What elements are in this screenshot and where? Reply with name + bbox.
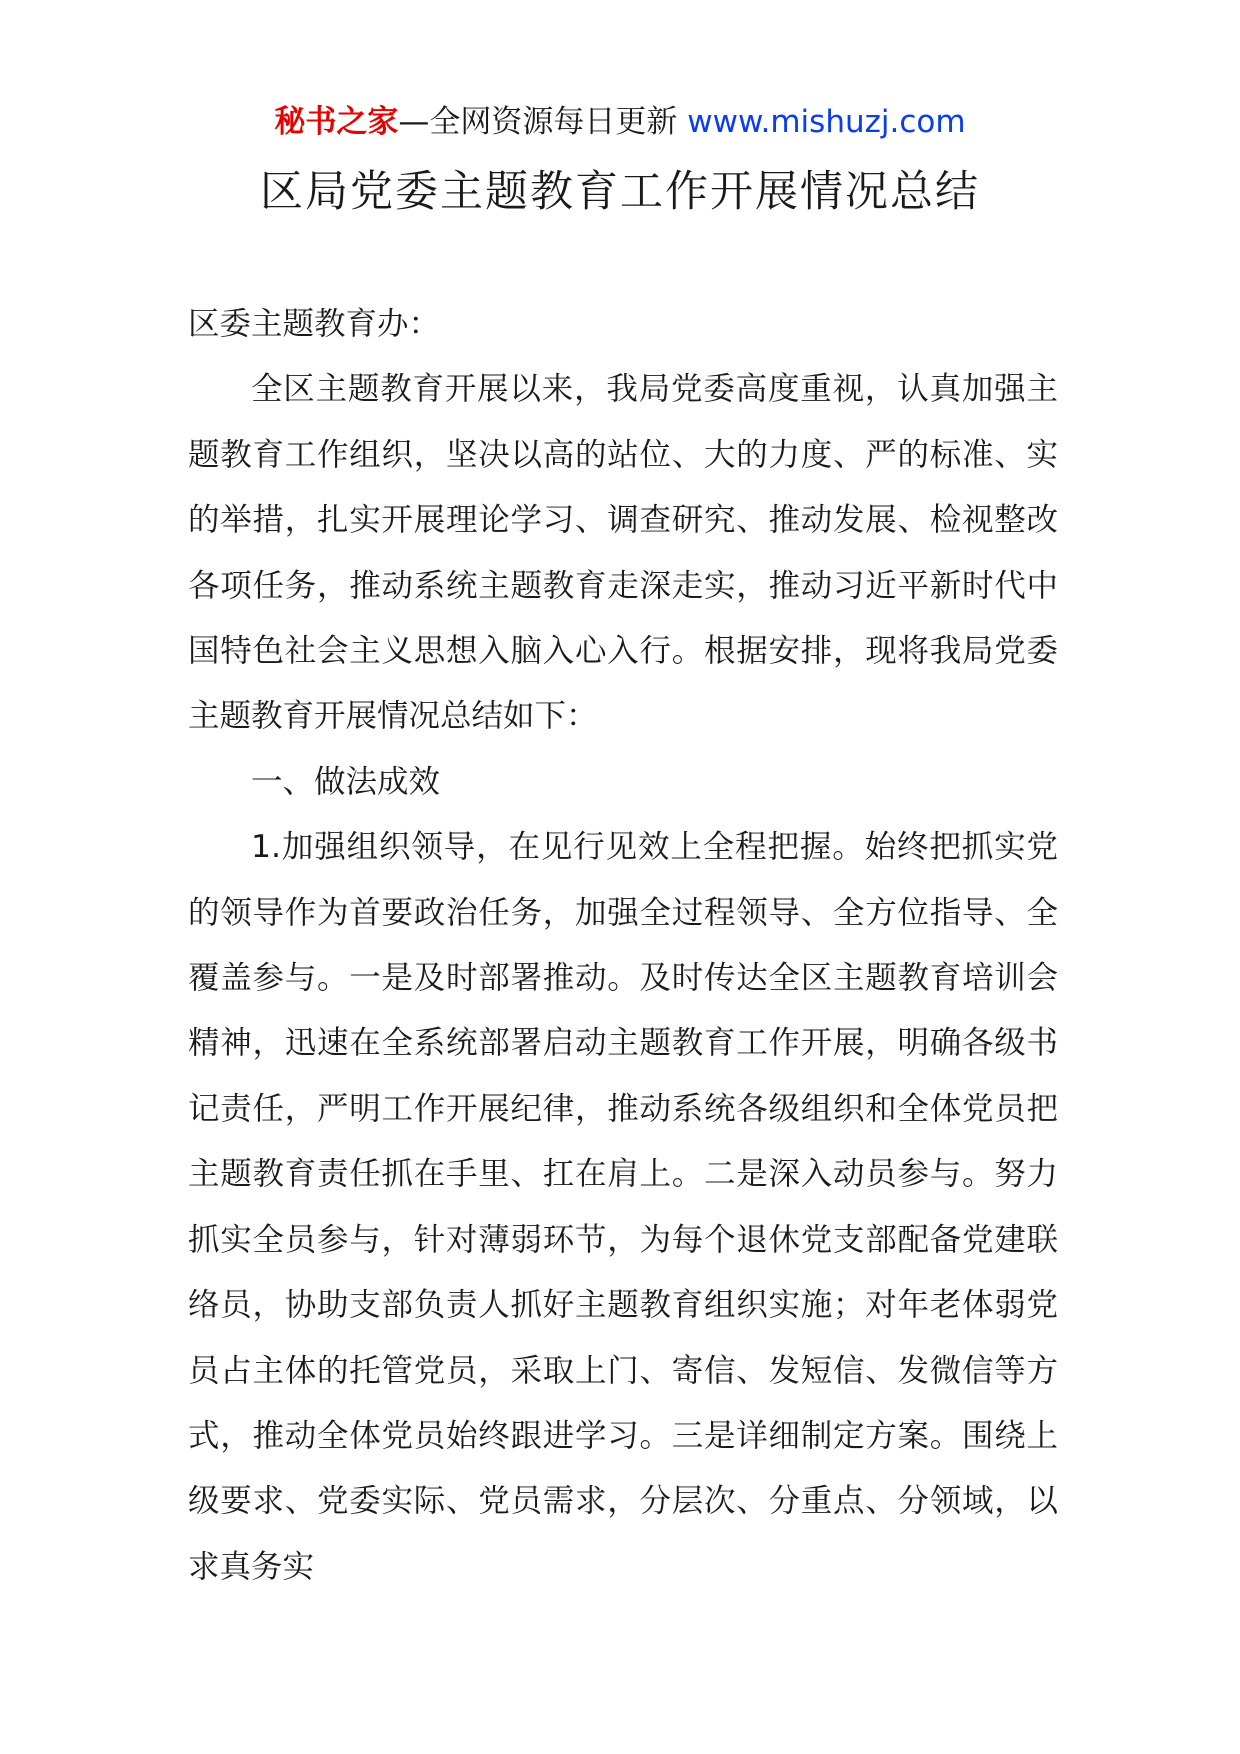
document-body (188, 292, 1058, 1600)
site-url: www.mishuzj.com (687, 104, 966, 140)
paragraph-item-1: 1.加强组织领导，在见行见效上全程把握。始终把抓实党的领导作为首要政治任务，加强全过程领导、全方位指导、全覆盖参与。一是及时部署推动。及时传达全区主题教育培训会精神，迅速在全系统部署启动主题教育工作开展，明确各级书记责任，严明工作开展纪律，推动系统各级组织和全体党员把主题教育责任抓在手里、扛在肩上。二是深入动员参与。努力抓实全员参与，针对薄弱环节，为每个退休党支部配备党建联络员，协助支部负责人抓好主题教育组织实施；对年老体弱党员占主体的托管党员，采取上门、寄信、发短信、发微信等方式，推动全体党员始终跟进学习。三是详细制定方案。围绕上级要求、党委实际、党员需求，分层次、分重点、分领域，以求真务实 (188, 829, 1058, 1585)
document-title: 区局党委主题教育工作开展情况总结 (260, 167, 980, 217)
site-brand: 秘书之家 (274, 104, 399, 140)
site-slogan: —全网资源每日更新 (398, 104, 688, 140)
site-header (0, 100, 1240, 144)
section-heading: 一、做法成效 (251, 763, 441, 800)
paragraph-intro: 全区主题教育开展以来，我局党委高度重视，认真加强主题教育工作组织，坚决以高的站位、大的力度、严的标准、实的举措，扎实开展理论学习、调查研究、推动发展、检视整改各项任务，推动系统主题教育走深走实，推动习近平新时代中国特色社会主义思想入脑入心入行。根据安排，现将我局党委主题教育开展情况总结如下： (188, 371, 1058, 735)
salutation: 区委主题教育办： (188, 306, 441, 342)
